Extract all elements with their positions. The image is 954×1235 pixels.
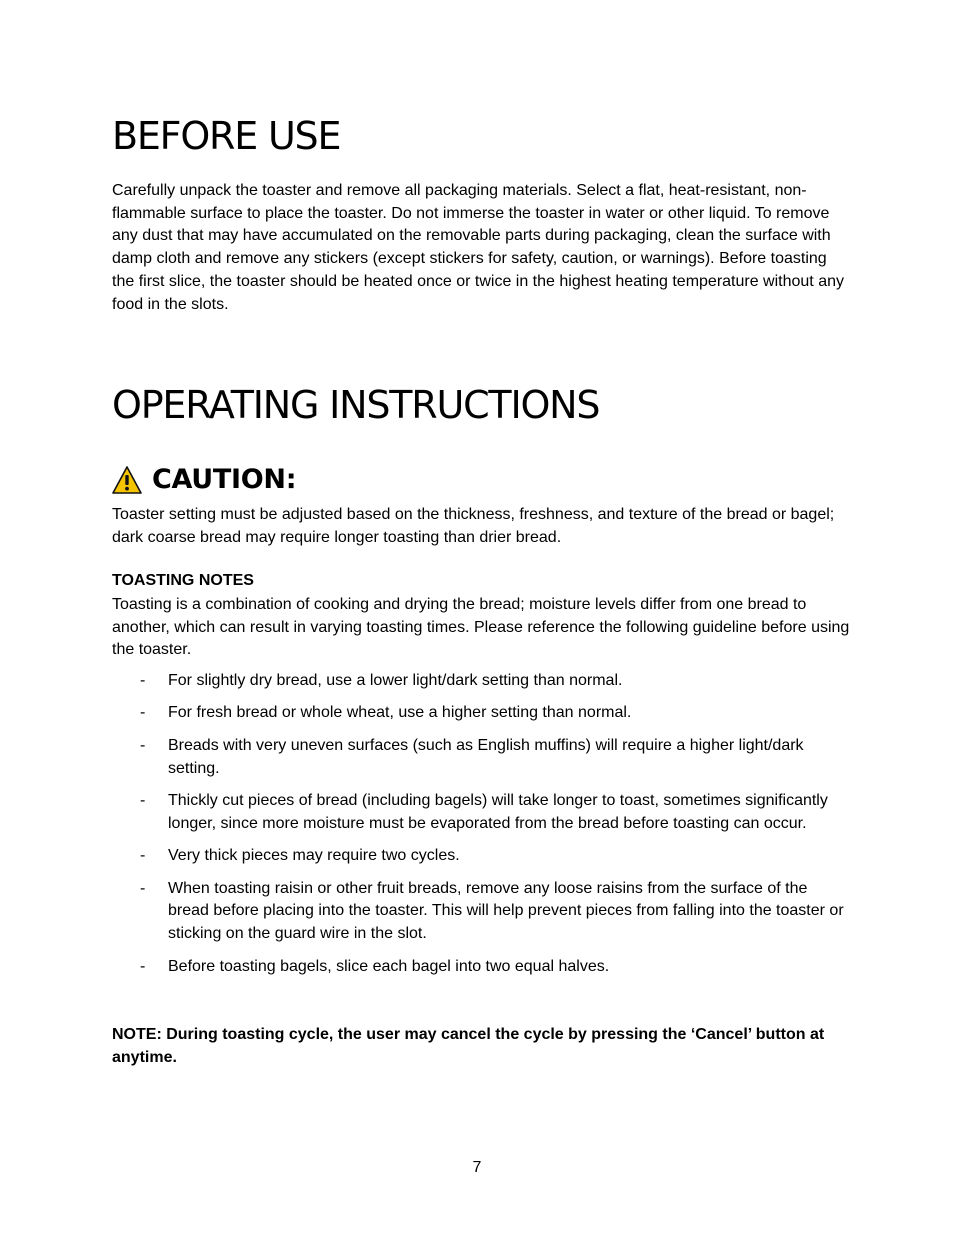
bullet-dash: - — [140, 791, 146, 809]
list-item-text: For fresh bread or whole wheat, use a higher setting than normal. — [168, 704, 632, 722]
toasting-notes-intro: Toasting is a combination of cooking and drying the bread; moisture levels differ from one bread to another, which can result in varying toasting times. Please reference the following guideline before using the toaster. — [112, 596, 850, 659]
list-item — [112, 956, 852, 979]
list-item — [112, 845, 852, 868]
before-use-paragraph: Carefully unpack the toaster and remove all packaging materials. Select a flat, heat-resistant, non-flammable surface to place the toaster. Do not immerse the toaster in water or other liquid. To remove any dust that may have accumulated on the removable parts during packaging, clean the surface with damp cloth and remove any stickers (except stickers for safety, caution, or warnings). Before toasting the first slice, the toaster should be heated once or twice in the highest heating temperature without any food in the slots. — [112, 182, 844, 313]
caution-label: CAUTION: — [152, 464, 297, 495]
bullet-dash: - — [140, 736, 146, 754]
list-item-text: Very thick pieces may require two cycles. — [168, 847, 460, 865]
caution-header — [112, 460, 296, 500]
bullet-dash: - — [140, 672, 146, 689]
page-number: 7 — [472, 1159, 482, 1176]
list-item — [112, 878, 852, 946]
list-item-text: Breads with very uneven surfaces (such as English muffins) will require a higher light/dark setting. — [168, 736, 804, 777]
before-use-heading: BEFORE USE — [112, 114, 341, 158]
list-item — [112, 790, 852, 836]
list-item — [112, 735, 852, 781]
bullet-dash: - — [140, 704, 146, 722]
operating-instructions-heading: OPERATING INSTRUCTIONS — [112, 383, 600, 427]
toasting-notes-heading: TOASTING NOTES — [112, 572, 254, 589]
list-item-text: When toasting raisin or other fruit breads, remove any loose raisins from the surface of the bread before placing into the toaster. This will help prevent pieces from falling into the toaster or sticking on the guard wire in the slot. — [168, 879, 844, 943]
bullet-dash: - — [140, 957, 146, 975]
list-item-text: Before toasting bagels, slice each bagel into two equal halves. — [168, 957, 610, 975]
list-item — [112, 702, 852, 725]
bullet-dash: - — [140, 847, 146, 865]
toasting-guidelines-list — [112, 670, 852, 988]
list-item-text: For slightly dry bread, use a lower light/dark setting than normal. — [168, 672, 623, 689]
caution-paragraph: Toaster setting must be adjusted based on the thickness, freshness, and texture of the bread or bagel; dark coarse bread may require longer toasting than drier bread. — [112, 506, 835, 546]
bullet-dash: - — [140, 879, 146, 897]
list-item-text: Thickly cut pieces of bread (including bagels) will take longer to toast, sometimes significantly longer, since more moisture must be evaporated from the bread before toasting can occur. — [168, 791, 828, 832]
warning-triangle-icon — [112, 465, 142, 495]
cancel-note: NOTE: During toasting cycle, the user may cancel the cycle by pressing the ‘Cancel’ button at anytime. — [112, 1026, 825, 1066]
list-item — [112, 670, 852, 693]
